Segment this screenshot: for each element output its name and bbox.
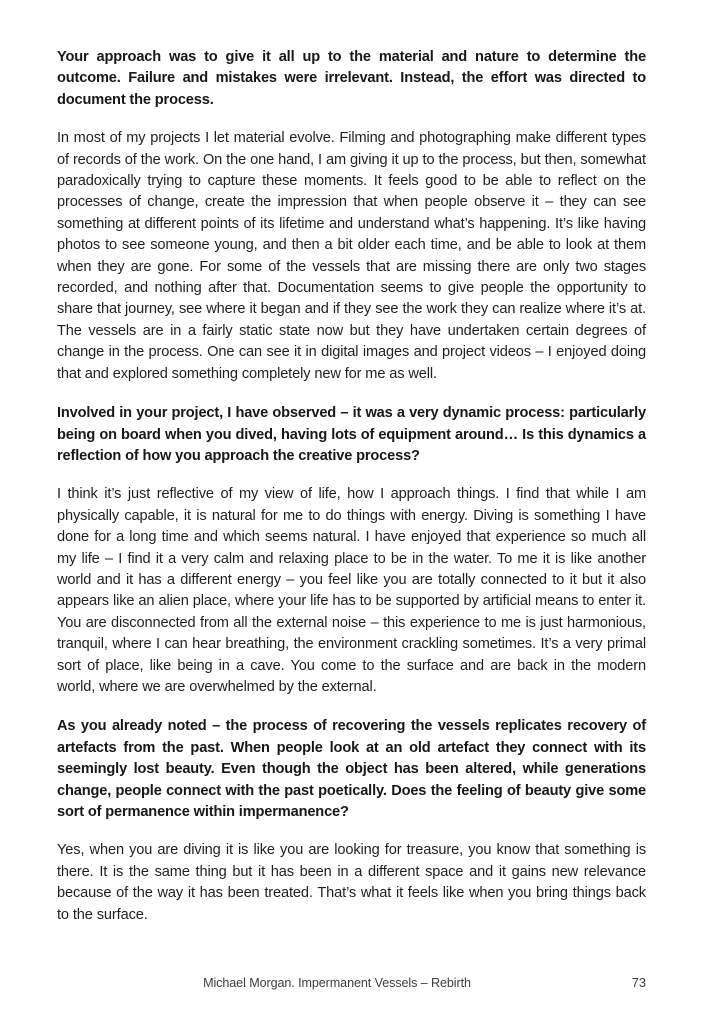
interview-answer-1: In most of my projects I let material evolve. Filming and photographing make different types of records of the work. On the one hand, I am giving it up to the process, but then, somewhat paradoxically trying to capture these moments. It feels good to be able to reflect on the processes of change, create the impression that when people observe it – they can see something at different points of its lifetime and understand what’s happening. It’s like having photos to see someone young, and then a bit older each time, and be able to look at them when they are gone. For some of the vessels that are missing there are only two stages recorded, and nothing after that. Documentation seems to give people the opportunity to share that journey, see where it began and if they see the work they can realize where it’s at. The vessels are in a fairly static state now but they have undertaken certain degrees of change in the process. One can see it in digital images and project videos – I enjoyed doing that and explored something completely new for me as well.	[57, 130, 646, 382]
page-body	[57, 47, 646, 926]
page-footer	[57, 975, 646, 995]
interview-answer-2: I think it’s just reflective of my view of life, how I approach things. I find that while I am physically capable, it is natural for me to do things with energy. Diving is something I have done for a long time and which seems natural. I have enjoyed that experience so much all my life – I find it a very calm and relaxing place to be in the water. To me it is like another world and it has a different energy – you feel like you are totally connected to it but it also appears like an alien place, where your life has to be supported by artificial means to enter it. You are disconnected from all the external noise – this experience to me is just harmonious, tranquil, where I can hear breathing, the environment crackling sometimes. It’s a very primal sort of place, like being in a cave. You come to the surface and are back in the modern world, where we are overwhelmed by the external.	[57, 486, 646, 695]
interview-question-2: Involved in your project, I have observed – it was a very dynamic process: particularly being on board when you dived, having lots of equipment around… Is this dynamics a reflection of how you approach the creative process?	[57, 405, 646, 464]
page-number: 73	[631, 975, 646, 990]
interview-question-3: As you already noted – the process of recovering the vessels replicates recovery of artefacts from the past. When people look at an old artefact they connect with its seemingly lost beauty. Even though the object has been altered, while generations change, people connect with the past poetically. Does the feeling of beauty give some sort of permanence within impermanence?	[57, 718, 646, 820]
footer-running-title: Michael Morgan. Impermanent Vessels – Rebirth	[203, 976, 471, 990]
interview-answer-3: Yes, when you are diving it is like you are looking for treasure, you know that something is there. It is the same thing but it has been in a different space and it gains new relevance because of the way it has been treated. That’s what it feels like when you bring things back to the surface.	[57, 842, 646, 923]
interview-question-1: Your approach was to give it all up to the material and nature to determine the outcome. Failure and mistakes were irrelevant. Instead, the effort was directed to document the process.	[57, 49, 646, 108]
